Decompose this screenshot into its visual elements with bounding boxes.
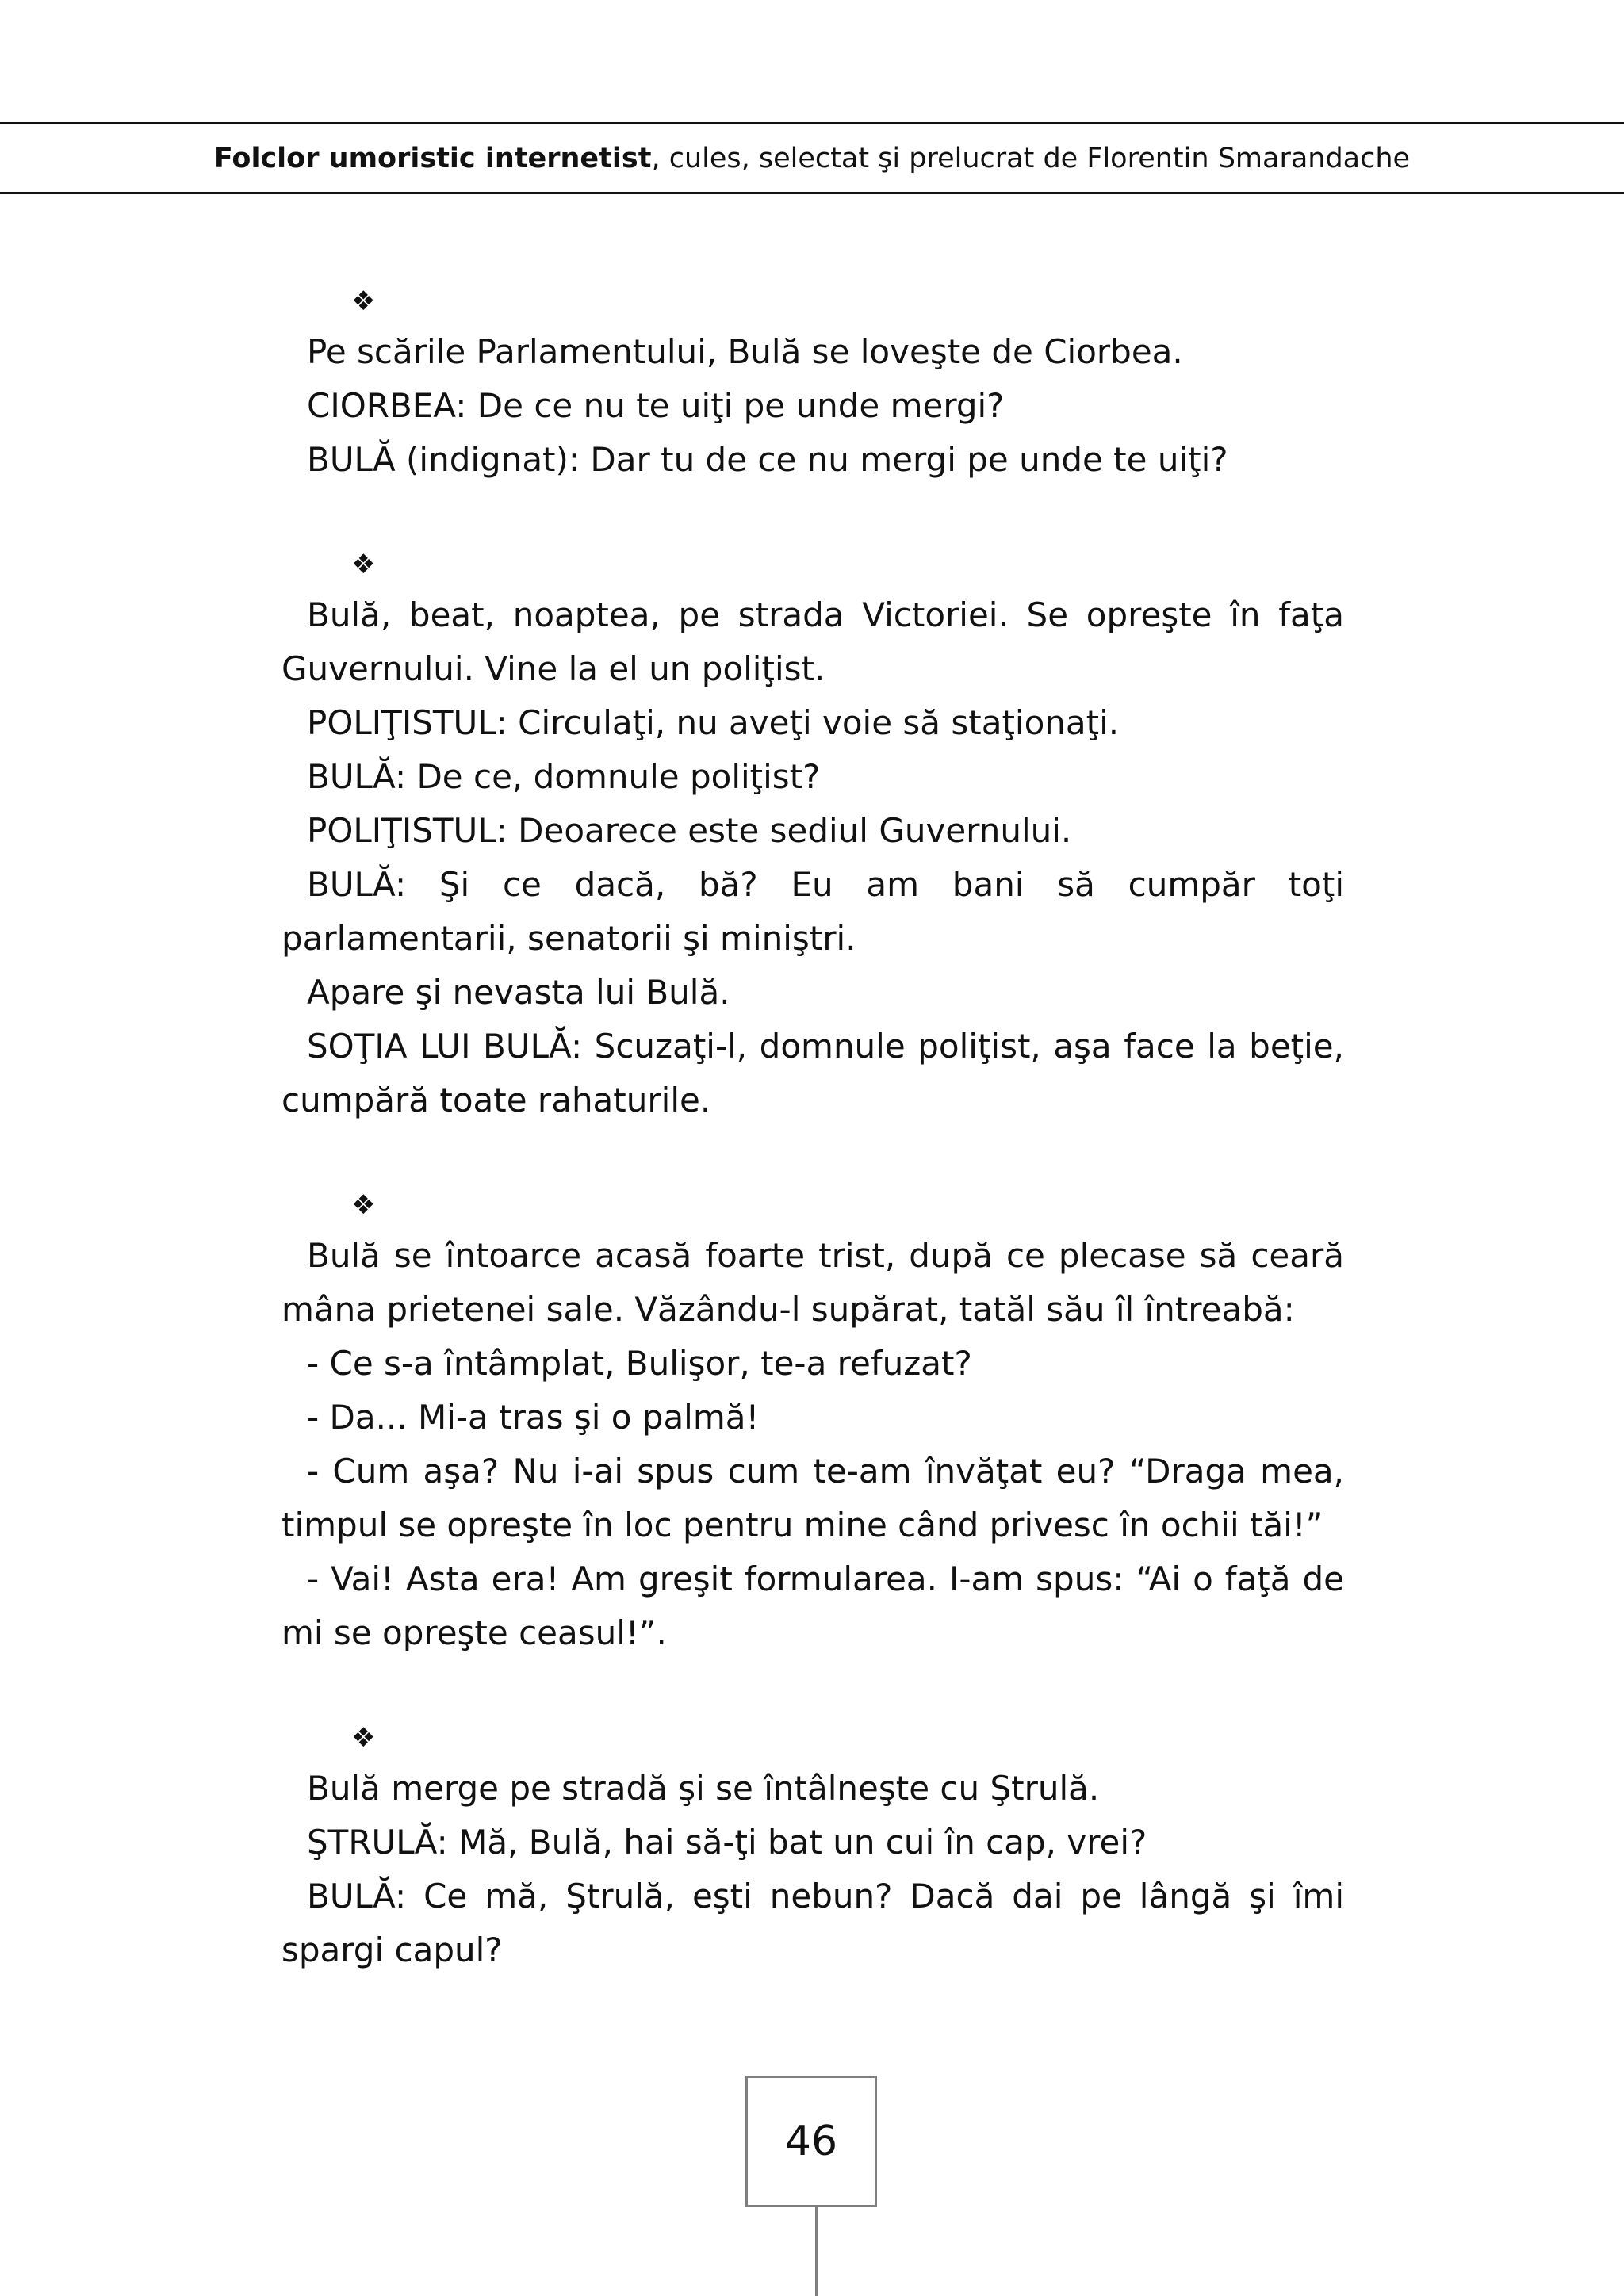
paragraph: BULĂ (indignat): Dar tu de ce nu mergi pe unde te uiţi?	[307, 440, 1228, 479]
joke-section	[282, 277, 1344, 487]
joke-section	[282, 541, 1344, 1127]
diamond-ornament-icon: ❖	[351, 1722, 376, 1754]
paragraph: - Da... Mi-a tras şi o palmă!	[307, 1398, 760, 1437]
paragraph: POLIŢISTUL: Deoarece este sediul Guvernului.	[307, 811, 1072, 850]
paragraph: ŞTRULĂ: Mă, Bulă, hai să-ţi bat un cui în cap, vrei?	[307, 1823, 1147, 1862]
header-book-credit: , cules, selectat şi prelucrat de Florentin Smarandache	[651, 142, 1411, 174]
page-number: 46	[745, 2076, 877, 2207]
page-body	[282, 277, 1344, 1977]
page-number-stem	[815, 2207, 818, 2296]
header-bottom-rule	[0, 192, 1624, 194]
diamond-ornament-icon: ❖	[351, 1189, 376, 1221]
paragraph: Bulă merge pe stradă şi se întâlneşte cu Ştrulă.	[307, 1769, 1100, 1808]
running-header	[0, 124, 1624, 192]
diamond-ornament-icon: ❖	[351, 549, 376, 580]
diamond-ornament-icon: ❖	[351, 285, 376, 317]
joke-section	[282, 1714, 1344, 1977]
paragraph: - Cum aşa? Nu i-ai spus cum te-am învăţat eu? “Draga mea, timpul se opreşte în loc pentru mine când privesc în ochii tăi!”	[282, 1452, 1344, 1544]
paragraph: BULĂ: Şi ce dacă, bă? Eu am bani să cumpăr toţi parlamentarii, senatorii şi miniştri.	[282, 865, 1344, 958]
paragraph: - Vai! Asta era! Am greşit formularea. I-am spus: “Ai o faţă de mi se opreşte ceasul!”.	[282, 1559, 1344, 1652]
paragraph: BULĂ: Ce mă, Ştrulă, eşti nebun? Dacă dai pe lângă şi îmi spargi capul?	[282, 1877, 1344, 1969]
paragraph: - Ce s-a întâmplat, Bulişor, te-a refuzat?	[307, 1344, 972, 1383]
paragraph: BULĂ: De ce, domnule poliţist?	[307, 757, 821, 796]
paragraph: Bulă se întoarce acasă foarte trist, după ce plecase să ceară mâna prietenei sale. Văzându-l supărat, tatăl său îl întreabă:	[282, 1236, 1344, 1329]
paragraph: Apare şi nevasta lui Bulă.	[307, 973, 730, 1012]
paragraph: Pe scările Parlamentului, Bulă se loveşte de Ciorbea.	[307, 332, 1183, 371]
header-book-title: Folclor umoristic internetist	[213, 142, 652, 174]
paragraph: CIORBEA: De ce nu te uiţi pe unde mergi?	[307, 386, 1005, 425]
paragraph: Bulă, beat, noaptea, pe strada Victoriei. Se opreşte în faţa Guvernului. Vine la el un poliţist.	[282, 595, 1344, 688]
paragraph: POLIŢISTUL: Circulaţi, nu aveţi voie să staţionaţi.	[307, 703, 1120, 742]
joke-section	[282, 1181, 1344, 1660]
paragraph: SOŢIA LUI BULĂ: Scuzaţi-l, domnule poliţist, aşa face la beţie, cumpără toate rahaturile.	[282, 1027, 1344, 1119]
